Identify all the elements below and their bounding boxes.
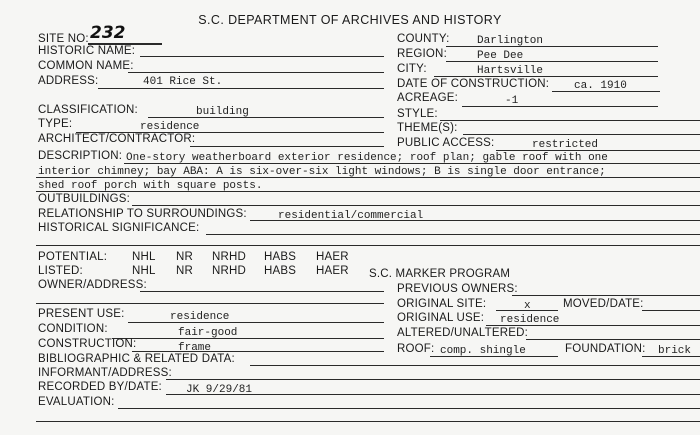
altered-line — [526, 339, 700, 340]
value-county: Darlington — [477, 35, 544, 47]
label-historic-name: HISTORIC NAME: — [38, 45, 136, 57]
description-line-3 — [36, 191, 700, 192]
label-type: TYPE: — [38, 118, 73, 130]
description-line-1 — [124, 163, 700, 164]
themes-line — [463, 134, 700, 135]
description-line-2 — [36, 177, 700, 178]
condition-line — [112, 338, 384, 339]
label-recorded-by: RECORDED BY/DATE: — [38, 381, 162, 393]
value-acreage: -1 — [505, 95, 519, 107]
label-classification: CLASSIFICATION: — [38, 104, 138, 116]
label-bibliographic: BIBLIOGRAPHIC & RELATED DATA: — [38, 353, 235, 365]
moved-date-line — [642, 310, 700, 311]
evaluation-line — [118, 408, 700, 409]
potential-nr: NR — [176, 251, 194, 263]
listed-nrhd: NRHD — [212, 265, 247, 277]
label-outbuildings: OUTBUILDINGS: — [38, 193, 131, 205]
value-original-use: residence — [500, 314, 560, 326]
previous-owners-line — [512, 295, 700, 296]
label-roof: ROOF: — [397, 343, 435, 355]
listed-haer: HAER — [316, 265, 349, 277]
label-potential: POTENTIAL: — [38, 251, 108, 263]
label-relationship: RELATIONSHIP TO SURROUNDINGS: — [38, 208, 247, 220]
relationship-line — [250, 220, 700, 221]
owner-address-line — [140, 291, 384, 292]
listed-nr: NR — [176, 265, 194, 277]
public-access-line — [496, 150, 700, 151]
value-description-line-1: One-story weatherboard exterior residence; roof plan; gable roof with one — [126, 152, 608, 164]
acreage-line — [462, 106, 658, 107]
value-site-no: 232 — [90, 23, 126, 43]
construction-line — [132, 351, 384, 352]
label-condition: CONDITION: — [38, 323, 108, 335]
value-present-use: residence — [170, 311, 230, 323]
value-classification: building — [196, 106, 249, 118]
label-common-name: COMMON NAME: — [38, 60, 134, 72]
label-construction: CONSTRUCTION: — [38, 338, 137, 350]
foundation-line — [642, 356, 700, 357]
value-relationship: residential/commercial — [278, 210, 424, 222]
value-description-line-2: interior chimney; bay ABA: A is six-over-six light windows; B is single door entrance; — [38, 166, 606, 178]
label-themes: THEME(S): — [397, 122, 458, 134]
label-city: CITY: — [397, 63, 427, 75]
listed-nhl: NHL — [132, 265, 156, 277]
value-city: Hartsville — [477, 65, 544, 77]
outbuildings-line — [132, 205, 700, 206]
potential-nrhd: NRHD — [212, 251, 247, 263]
label-evaluation: EVALUATION: — [38, 396, 115, 408]
label-previous-owners: PREVIOUS OWNERS: — [397, 283, 518, 295]
label-altered: ALTERED/UNALTERED: — [397, 327, 528, 339]
value-condition: fair-good — [178, 327, 238, 339]
value-date-of-construction: ca. 1910 — [574, 80, 627, 92]
value-description-line-3: shed roof porch with square posts. — [38, 180, 263, 192]
original-use-line — [486, 325, 700, 326]
original-site-line — [496, 310, 558, 311]
label-owner-address: OWNER/ADDRESS: — [38, 279, 147, 291]
historic-name-line — [140, 56, 384, 57]
label-significance: HISTORICAL SIGNIFICANCE: — [38, 222, 200, 234]
bibliographic-line — [250, 365, 700, 366]
form-title: S.C. DEPARTMENT OF ARCHIVES AND HISTORY — [198, 13, 502, 27]
label-listed: LISTED: — [38, 265, 83, 277]
label-acreage: ACREAGE: — [397, 92, 459, 104]
date-of-construction-line — [552, 91, 660, 92]
label-marker-program: S.C. MARKER PROGRAM — [369, 268, 511, 280]
label-public-access: PUBLIC ACCESS: — [397, 137, 495, 149]
label-style: STYLE: — [397, 108, 438, 120]
label-present-use: PRESENT USE: — [38, 308, 125, 320]
potential-haer: HAER — [316, 251, 349, 263]
informant-line — [166, 379, 700, 380]
value-construction: frame — [178, 342, 212, 354]
label-foundation: FOUNDATION: — [565, 343, 646, 355]
label-address: ADDRESS: — [38, 75, 99, 87]
label-county: COUNTY: — [397, 33, 450, 45]
value-address: 401 Rice St. — [143, 76, 223, 88]
value-public-access: restricted — [532, 139, 599, 151]
address-line — [98, 88, 384, 89]
label-original-site: ORIGINAL SITE: — [397, 298, 487, 310]
listed-habs: HABS — [264, 265, 297, 277]
recorded-by-line — [166, 394, 700, 395]
value-recorded-by: JK 9/29/81 — [186, 384, 253, 396]
value-region: Pee Dee — [477, 50, 524, 62]
label-description: DESCRIPTION: — [38, 150, 123, 162]
classification-line — [148, 117, 384, 118]
common-name-line — [128, 72, 384, 73]
evaluation-line-2 — [36, 421, 700, 422]
roof-line — [430, 356, 558, 357]
style-line — [440, 120, 700, 121]
label-region: REGION: — [397, 48, 447, 60]
label-moved-date: MOVED/DATE: — [563, 298, 644, 310]
label-site-no: SITE NO: — [38, 33, 89, 45]
region-line — [446, 61, 658, 62]
present-use-line — [128, 322, 384, 323]
potential-habs: HABS — [264, 251, 297, 263]
value-roof: comp. shingle — [440, 345, 526, 357]
city-line — [434, 76, 658, 77]
value-type: residence — [140, 121, 200, 133]
significance-line-2 — [36, 245, 700, 246]
county-line — [446, 46, 658, 47]
potential-nhl: NHL — [132, 251, 156, 263]
label-date-of-construction: DATE OF CONSTRUCTION: — [397, 78, 550, 90]
value-foundation: brick — [658, 345, 692, 357]
label-informant: INFORMANT/ADDRESS: — [38, 367, 172, 379]
owner-address-line-2 — [36, 303, 384, 304]
label-original-use: ORIGINAL USE: — [397, 312, 485, 324]
significance-line — [206, 234, 700, 235]
value-original-site: x — [524, 300, 531, 312]
label-architect: ARCHITECT/CONTRACTOR: — [38, 133, 196, 145]
architect-line — [190, 146, 384, 147]
